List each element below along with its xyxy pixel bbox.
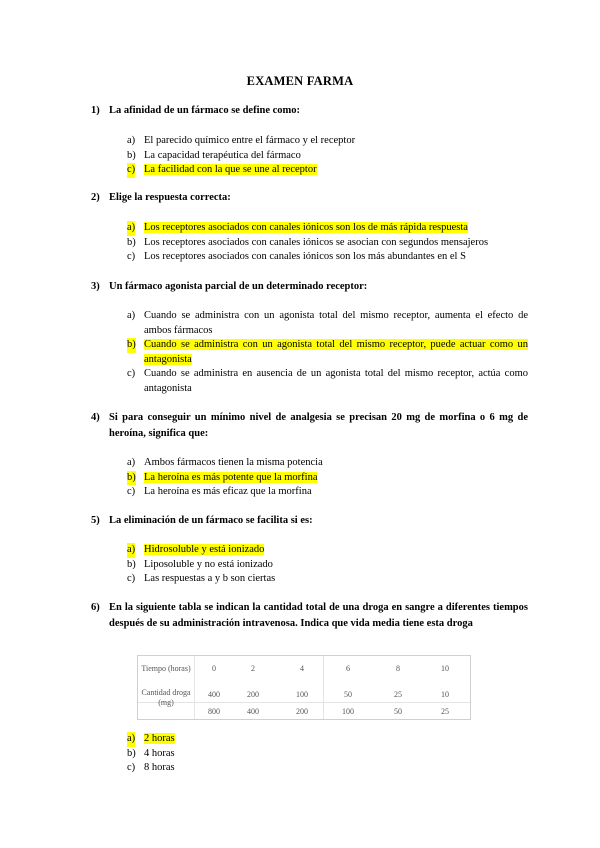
- option-3a: a) Cuando se administra con un agonista total del mismo receptor, aumenta el efecto de ambos fármacos: [127, 310, 528, 336]
- option-4b-highlighted: b) La heroína es más potente que la morfina: [127, 471, 528, 486]
- option-5c: c) Las respuestas a y b son ciertas: [127, 573, 276, 584]
- table-row-b-cell: 25: [441, 707, 449, 716]
- options-6: [127, 732, 528, 776]
- question-4: [91, 410, 528, 442]
- options-1: [127, 134, 528, 178]
- option-2a-highlighted: a) Los receptores asociados con canales iónicos son los de más rápida respuesta: [127, 221, 528, 236]
- table-row-b-cell: 800: [208, 707, 220, 716]
- option-2b: b) Los receptores asociados con canales iónicos se asocian con segundos mensajeros: [127, 236, 489, 248]
- question-text: En la siguiente tabla se indican la cantidad total de una droga en sangre a diferentes tiempos después de su administración intravenosa. Indica que vida media tiene esta droga: [109, 602, 528, 629]
- table-row-a-cell: 25: [394, 690, 402, 699]
- option-5a-highlighted: a) Hidrosoluble y está ionizado: [127, 543, 528, 558]
- option-1b: b) La capacidad terapéutica del fármaco: [127, 149, 301, 161]
- table-time-10: 10: [441, 664, 449, 673]
- question-text: La afinidad de un fármaco se define como:: [109, 105, 301, 116]
- question-3: [91, 279, 528, 295]
- question-number: 2): [91, 192, 100, 203]
- table-time-0: 0: [212, 664, 216, 673]
- page-title: EXAMEN FARMA: [246, 74, 354, 88]
- question-number: 3): [91, 281, 100, 292]
- question-5: [91, 513, 528, 529]
- table-row-b-cell: 100: [342, 707, 354, 716]
- option-6c: c) 8 horas: [127, 762, 175, 773]
- options-5: [127, 543, 528, 587]
- table-row-b-cell: 50: [394, 707, 402, 716]
- table-header-time: Tiempo (horas): [141, 664, 191, 673]
- table-header-amount: Cantidad droga (mg): [141, 688, 191, 707]
- option-3b-highlighted: b) Cuando se administra con un agonista total del mismo receptor, puede actuar como un antagonista: [127, 339, 528, 365]
- table-time-8: 8: [396, 664, 400, 673]
- table-time-4: 4: [300, 664, 304, 673]
- question-number: 4): [91, 412, 100, 423]
- question-text: Elige la respuesta correcta:: [109, 192, 231, 203]
- question-text: La eliminación de un fármaco se facilita si es:: [109, 515, 313, 526]
- question-text: Un fármaco agonista parcial de un determinado receptor:: [109, 281, 368, 292]
- table-row-a-cell: 200: [247, 690, 259, 699]
- options-2: [127, 221, 528, 265]
- option-6a-highlighted: a) 2 horas: [127, 732, 528, 747]
- option-4a: a) Ambos fármacos tienen la misma potencia: [127, 457, 323, 468]
- question-number: 6): [91, 602, 100, 613]
- option-2c: c) Los receptores asociados con canales iónicos son los más abundantes en el S: [127, 251, 466, 262]
- table-row-b-cell: 200: [296, 707, 308, 716]
- question-6: [91, 600, 528, 632]
- table-row-b-cell: 400: [247, 707, 259, 716]
- option-3c: c) Cuando se administra en ausencia de un agonista total del mismo receptor, actúa como antagonista: [127, 368, 528, 394]
- table-row-a-cell: 50: [344, 690, 352, 699]
- table-time-6: 6: [346, 664, 350, 673]
- question-2: [91, 190, 528, 206]
- table-time-2: 2: [251, 664, 255, 673]
- option-4c: c) La heroína es más eficaz que la morfina: [127, 486, 312, 497]
- table-row-a-cell: 400: [208, 690, 220, 699]
- options-3: [127, 309, 528, 396]
- table-row-a-cell: 100: [296, 690, 308, 699]
- question-1: [91, 103, 528, 119]
- option-6b: b) 4 horas: [127, 747, 175, 759]
- option-1a: a) El parecido químico entre el fármaco y el receptor: [127, 135, 356, 146]
- data-table: [137, 655, 471, 720]
- option-5b: b) Liposoluble y no está ionizado: [127, 558, 273, 570]
- options-4: [127, 456, 528, 500]
- question-number: 5): [91, 515, 100, 526]
- question-text: Si para conseguir un mínimo nivel de analgesia se precisan 20 mg de morfina o 6 mg de heroína, significa que:: [109, 412, 528, 439]
- question-number: 1): [91, 105, 100, 116]
- table-row-a-cell: 10: [441, 690, 449, 699]
- option-1c-highlighted: c) La facilidad con la que se une al receptor: [127, 163, 528, 178]
